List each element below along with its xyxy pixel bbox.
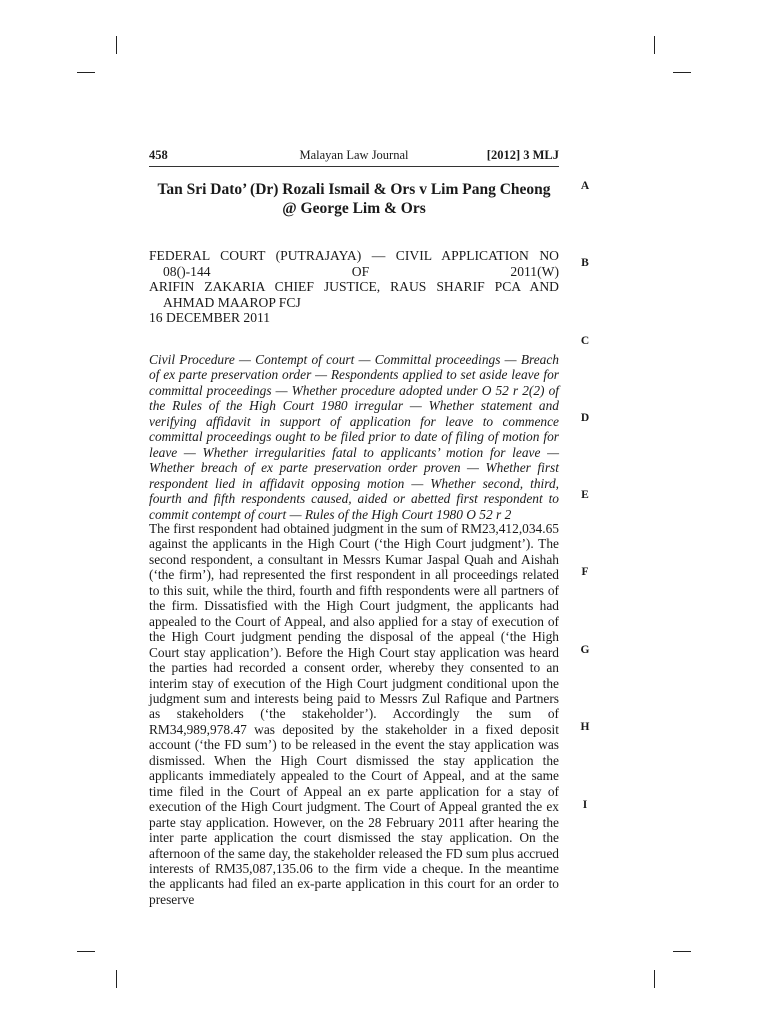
crop-mark [673, 951, 691, 952]
crop-mark [116, 36, 117, 54]
margin-letter: B [581, 257, 589, 269]
journal-name: Malayan Law Journal [299, 148, 409, 162]
crop-mark [673, 72, 691, 73]
margin-letter: C [580, 335, 590, 347]
margin-letter: D [580, 412, 590, 424]
headnote-body: The first respondent had obtained judgment in the sum of RM23,412,034.65 against the applicants in the High Court (‘the High Court judgment’). The second respondent, a consultant in Messrs Kumar Jaspal Quah and Aishah (‘the firm’), had represented the first respondent in all proceedings related to this suit, while the third, fourth and fifth respondents were all partners of the firm. Dissatisfied with the High Court judgment, the applicants had appealed to the Court of Appeal, and also applied for a stay of execution of the High Court judgment pending the disposal of the appeal (‘the High Court stay application’). Before the High Court stay application was heard the parties had recorded a consent order, whereby they consented to an interim stay of execution of the High Court judgment conditional upon the judgment sum and interests being paid to Messrs Zul Rafique and Partners as stakeholders (‘the stakeholder’). Accordingly the sum of RM34,989,978.47 was deposited by the stakeholder in a fixed deposit account (‘the FD sum’) to be released in the event the stay application was dismissed. When the High Court dismissed the stay application the applicants immediately appealed to the Court of Appeal, and at the same time filed in the Court of Appeal an ex parte application for a stay of execution of the High Court judgment. The Court of Appeal granted the ex parte stay application. However, on the 28 February 2011 after hearing the inter parte application the court dismissed the stay application. On the afternoon of the same day, the stakeholder released the FD sum plus accrued interests of RM35,087,135.06 to the firm vide a cheque. In the meantime the applicants had filed an ex-parte application in this court for an order to preserve [149, 521, 560, 907]
header-rule [149, 166, 559, 167]
decision-date: 16 DECEMBER 2011 [149, 310, 271, 325]
margin-letter: H [580, 721, 590, 733]
judges-line: ARIFIN ZAKARIA CHIEF JUSTICE, RAUS SHARIF PCA AND AHMAD MAAROP FCJ [149, 279, 559, 310]
margin-letter: G [580, 644, 590, 656]
crop-mark [654, 970, 655, 988]
margin-letter: F [581, 566, 589, 578]
case-title: Tan Sri Dato’ (Dr) Rozali Ismail & Ors v Lim Pang Cheong @ George Lim & Ors [157, 181, 551, 217]
running-header [149, 148, 559, 164]
crop-mark [654, 36, 655, 54]
margin-letter: A [580, 180, 590, 192]
report-citation: [2012] 3 MLJ [486, 148, 559, 162]
court-info [149, 248, 559, 326]
margin-letter: I [582, 799, 588, 811]
court-line: FEDERAL COURT (PUTRAJAYA) — CIVIL APPLICATION NO 08()-144 OF 2011(W) [149, 248, 559, 279]
page-number: 458 [149, 148, 168, 162]
crop-mark [116, 970, 117, 988]
crop-mark [77, 951, 95, 952]
crop-mark [77, 72, 95, 73]
margin-letter: E [581, 489, 589, 501]
catchwords: Civil Procedure — Contempt of court — Committal proceedings — Breach of ex parte preservation order — Respondents applied to set aside leave for committal proceedings — Whether procedure adopted under O 52 r 2(2) of the Rules of the High Court 1980 irregular — Whether statement and verifying affidavit in support of application for leave to commence committal proceedings ought to be filed prior to date of filing of motion for leave — Whether irregularities fatal to applicants’ motion for leave — Whether breach of ex parte preservation order proven — Whether first respondent lied in affidavit opposing motion — Whether second, third, fourth and fifth respondents caused, aided or abetted first respondent to commit contempt of court — Rules of the High Court 1980 O 52 r 2 [149, 352, 559, 522]
